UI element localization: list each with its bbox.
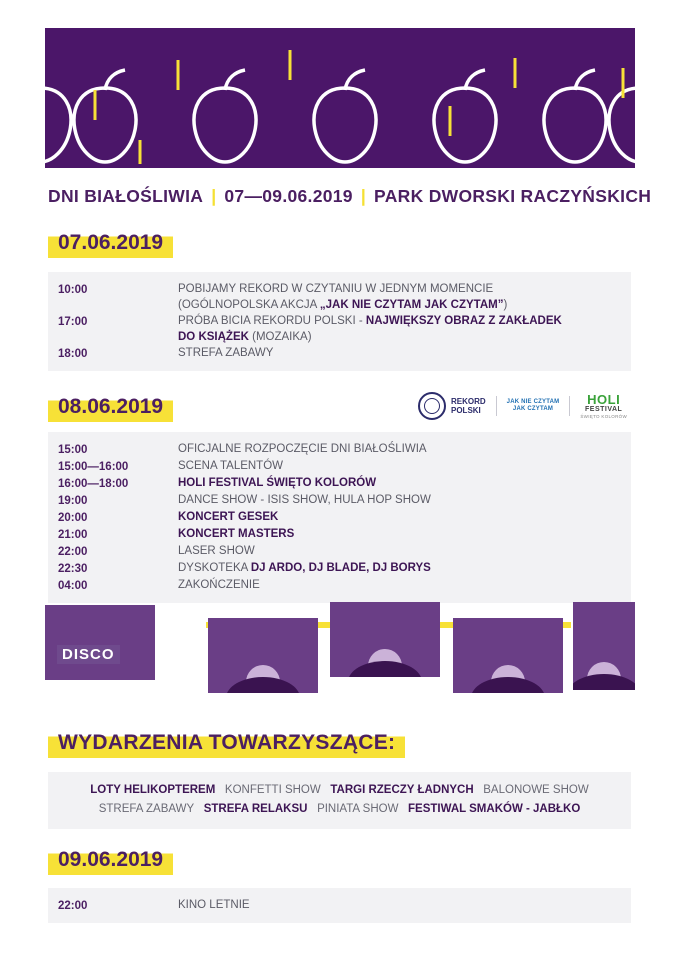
- title-dates: 07—09.06.2019: [224, 186, 353, 206]
- schedule-time: 17:00: [58, 316, 88, 328]
- schedule-time: 15:00: [58, 444, 88, 456]
- accompanying-events-heading: WYDARZENIA TOWARZYSZĄCE:: [48, 728, 405, 758]
- photo-performer-2: [208, 618, 318, 693]
- rekord-polski-logo-text: [451, 397, 486, 415]
- item-spacer: [307, 803, 317, 815]
- accompanying-event-item: TARGI RZECZY ŁADNYCH: [330, 784, 474, 796]
- schedule-description: LASER SHOW: [178, 545, 255, 557]
- body-shape: [348, 661, 422, 677]
- accompanying-event-item: KONFETTI SHOW: [224, 784, 321, 796]
- schedule-row: [48, 509, 631, 526]
- photo-performer-3: [330, 602, 440, 677]
- schedule-row: [48, 560, 631, 577]
- holi-line-2: FESTIVAL: [585, 406, 623, 413]
- schedule-time: 18:00: [58, 348, 88, 360]
- date-heading-day-3: 09.06.2019: [48, 845, 173, 875]
- logo-divider-2: [569, 396, 570, 416]
- body-shape: [471, 677, 545, 693]
- schedule-row: [48, 441, 631, 458]
- body-shape: [573, 674, 635, 690]
- schedule-description: SCENA TALENTÓW: [178, 460, 284, 472]
- schedule-description: STREFA ZABAWY: [178, 347, 274, 359]
- accompanying-event-item: BALONOWE SHOW: [483, 784, 589, 796]
- accompanying-event-item: PINIATA SHOW: [317, 803, 399, 815]
- schedule-time: 22:30: [58, 563, 88, 575]
- photo-disco-caption: DISCO: [57, 645, 120, 664]
- item-spacer: [398, 803, 408, 815]
- schedule-time: 22:00: [58, 900, 88, 912]
- seal-icon: [418, 392, 446, 420]
- czytam-line-1: JAK NIE CZYTAM: [506, 399, 560, 405]
- schedule-row: [48, 492, 631, 509]
- schedule-time: 19:00: [58, 495, 88, 507]
- photo-performer-4: [453, 618, 563, 693]
- holi-festival-logo: [580, 393, 627, 419]
- schedule-row: [48, 281, 631, 313]
- accompanying-event-item: STREFA ZABAWY: [98, 803, 195, 815]
- jak-nie-czytam-jak-czytam-logo: [507, 399, 560, 413]
- schedule-row: [48, 345, 631, 362]
- title-separator-2: |: [360, 186, 367, 206]
- body-shape: [226, 677, 300, 693]
- schedule-time: 15:00—16:00: [58, 461, 129, 473]
- schedule-row: [48, 313, 631, 345]
- czytam-line-2: JAK CZYTAM: [512, 406, 554, 412]
- holi-line-3: ŚWIĘTO KOLORÓW: [580, 414, 627, 419]
- item-spacer: [215, 784, 225, 796]
- schedule-day-2: [48, 432, 631, 603]
- item-spacer: [321, 784, 331, 796]
- title-separator-1: |: [211, 186, 217, 206]
- schedule-time: 04:00: [58, 580, 88, 592]
- accompanying-event-item: LOTY HELIKOPTEREM: [90, 784, 216, 796]
- partner-logos: [418, 392, 633, 420]
- schedule-row: [48, 475, 631, 492]
- schedule-time: 10:00: [58, 284, 88, 296]
- rekord-polski-logo: [418, 392, 486, 420]
- accompanying-events-line-1: [48, 781, 631, 800]
- header-banner: [45, 28, 635, 168]
- schedule-description: OFICJALNE ROZPOCZĘCIE DNI BIAŁOŚLIWIA: [178, 443, 427, 455]
- schedule-description: KONCERT GESEK: [178, 511, 279, 523]
- schedule-description: DYSKOTEKA DJ ARDO, DJ BLADE, DJ BORYS: [178, 562, 431, 574]
- schedule-row: [48, 526, 631, 543]
- item-spacer: [474, 784, 484, 796]
- schedule-row: [48, 577, 631, 594]
- holi-line-1: HOLI: [587, 392, 621, 407]
- schedule-description: HOLI FESTIVAL ŚWIĘTO KOLORÓW: [178, 477, 377, 489]
- rekord-line-1: REKORD: [451, 397, 486, 406]
- schedule-description: DANCE SHOW - ISIS SHOW, HULA HOP SHOW: [178, 494, 431, 506]
- apple-pattern-graphic: [45, 28, 635, 168]
- accompanying-events-box: [48, 772, 631, 829]
- schedule-day-1: [48, 272, 631, 371]
- schedule-description: PRÓBA BICIA REKORDU POLSKI - NAJWIĘKSZY OBRAZ Z ZAKŁADEK DO KSIĄŻEK (MOZAIKA): [178, 315, 562, 343]
- page-title: [48, 186, 652, 207]
- logo-divider-1: [496, 396, 497, 416]
- schedule-time: 21:00: [58, 529, 88, 541]
- schedule-description: POBIJAMY REKORD W CZYTANIU W JEDNYM MOMENCIE (OGÓLNOPOLSKA AKCJA „JAK NIE CZYTAM JAK CZYTAM”): [178, 283, 508, 311]
- accompanying-event-item: FESTIWAL SMAKÓW - JABŁKO: [408, 803, 581, 815]
- photo-disco: [45, 605, 155, 680]
- schedule-description: ZAKOŃCZENIE: [178, 579, 260, 591]
- date-heading-day-1: 07.06.2019: [48, 228, 173, 258]
- schedule-row: [48, 458, 631, 475]
- schedule-description: KONCERT MASTERS: [178, 528, 295, 540]
- title-place: PARK DWORSKI RACZYŃSKICH: [374, 186, 652, 206]
- photo-performer-5: [573, 602, 635, 690]
- schedule-day-3: [48, 888, 631, 923]
- schedule-time: 16:00—18:00: [58, 478, 129, 490]
- date-heading-day-2: 08.06.2019: [48, 392, 173, 422]
- accompanying-event-item: STREFA RELAKSU: [203, 803, 308, 815]
- schedule-description: KINO LETNIE: [178, 899, 250, 911]
- schedule-row: [48, 543, 631, 560]
- rekord-line-2: POLSKI: [451, 406, 481, 415]
- schedule-time: 20:00: [58, 512, 88, 524]
- item-spacer: [194, 803, 204, 815]
- schedule-row: [48, 897, 631, 914]
- performer-photo-strip: [45, 600, 635, 695]
- title-main: DNI BIAŁOŚLIWIA: [48, 186, 204, 206]
- accompanying-events-line-2: [48, 800, 631, 819]
- schedule-time: 22:00: [58, 546, 88, 558]
